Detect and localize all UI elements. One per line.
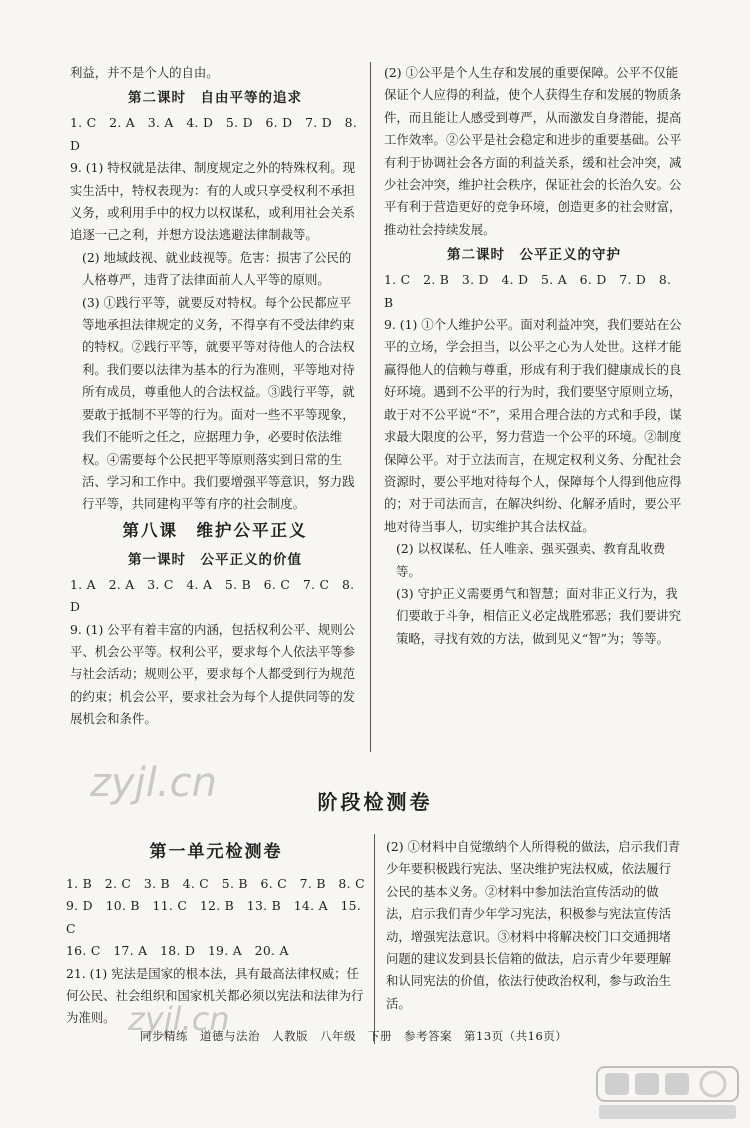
section-title: 阶段检测卷 bbox=[317, 790, 433, 814]
answer-paragraph: 9. (1) 特权就是法律、制度规定之外的特殊权利。现实生活中，特权表现为：有的人或只享受权利不承担义务，或利用手中的权力以权谋私，或利用社会关系追逐一己之利，并想方设法逃避法律制裁等。 bbox=[70, 160, 356, 243]
watermark-text: zyjl.cn bbox=[128, 1000, 230, 1038]
lesson-title: 第二课时 公平正义的守护 bbox=[447, 247, 621, 264]
right-column-top bbox=[384, 62, 684, 650]
answer-row: 1. C 2. B 3. D 4. D 5. A 6. D 7. D 8. B bbox=[384, 272, 672, 310]
answer-row: 1. A 2. A 3. C 4. A 5. B 6. C 7. C 8. D bbox=[70, 576, 355, 615]
chapter-title: 第八课 维护公平正义 bbox=[122, 520, 308, 540]
answer-row: 1. B 2. C 3. B 4. C 5. B 6. C 7. B 8. C bbox=[66, 876, 365, 891]
answer-paragraph: 21. (1) 宪法是国家的根本法，具有最高法律权威；任何公民、社会组织和国家机关都必须以宪法和法律为行为准则。 bbox=[66, 965, 364, 1026]
unit-title: 第一单元检测卷 bbox=[149, 842, 283, 862]
lesson-title: 第一课时 公平正义的价值 bbox=[128, 551, 302, 568]
answer-paragraph: (2) ①公平是个人生存和发展的重要保障。公平不仅能保证个人应得的利益，使个人获得生存和发展的物质条件，而且能让人感受到尊严，从而激发自身潜能，提高工作效率。②公平是社会稳定和进步的重要基础。公平有利于协调社会各方面的利益关系，缓和社会冲突，减少社会冲突，维护社会秩序，保证社会的长治久安。公平有利于营造更好的竞争环境，创造更多的社会财富，推动社会持续发展。 bbox=[384, 65, 682, 237]
page-footer: 同步精练 道德与法治 人教版 八年级 下册 参考答案 第13页（共16页） bbox=[140, 1029, 568, 1043]
column-divider-top bbox=[370, 62, 371, 752]
answer-row: 9. D 10. B 11. C 12. B 13. B 14. A 15. C bbox=[66, 898, 362, 936]
paragraph: 利益，并不是个人的自由。 bbox=[70, 65, 219, 80]
answer-paragraph: (3) 守护正义需要勇气和智慧；面对非正义行为，我们要敢于斗争，相信正义必定战胜邪恶；我们要讲究策略，寻找有效的方法，做到见义“智”为；等等。 bbox=[396, 585, 681, 646]
watermark-logo-icon bbox=[595, 1065, 740, 1121]
column-divider-bottom bbox=[374, 834, 375, 1044]
answer-paragraph: (3) ①践行平等，就要反对特权。每个公民都应平等地承担法律规定的义务，不得享有不受法律约束的特权。②践行平等，就要平等对待他人的合法权利。我们要以法律为基本的行为准则，平等地对待所有成员，尊重他人的合法权益。③践行平等，就要敢于抵制不平等的行为。面对一些不平等现象，我们不能听之任之，应据理力争，必要时依法维权。④需要每个公民把平等原则落实到日常的生活、学习和工作中。我们要增强平等意识，努力践行平等，共同建构平等有序的社会制度。 bbox=[82, 294, 355, 512]
answer-paragraph: 9. (1) ①个人维护公平。面对利益冲突，我们要站在公平的立场，学会担当，以公平之心为人处世。这样才能赢得他人的信赖与尊重，形成有利于我们健康成长的良好环境。遇到不公平的行为时，我们要坚守原则立场，敢于对不公平说“不”，采用合理合法的方式和手段，谋求最大限度的公平，努力营造一个公平的环境。②制度保障公平。对于立法而言，在规定权利义务、分配社会资源时，要公平地对待每个人，保障每个人得到他应得的；对于司法而言，在解决纠纷、化解矛盾时，要公平地对待当事人，切实维护其合法权益。 bbox=[384, 317, 682, 534]
lesson-title: 第二课时 自由平等的追求 bbox=[128, 90, 302, 107]
answer-paragraph: (2) 以权谋私、任人唯亲、强买强卖、教育乱收费等。 bbox=[396, 541, 666, 579]
answer-paragraph: 9. (1) 公平有着丰富的内涵，包括权利公平、规则公平、机会公平等。权利公平，要求每个人依法平等参与社会活动；规则公平，要求每个人都受到行为规范的约束；机会公平，要求社会为每个人提供同等的发展机会和条件。 bbox=[70, 621, 356, 727]
answer-row: 1. C 2. A 3. A 4. D 5. D 6. D 7. D 8. D bbox=[70, 115, 358, 153]
answer-paragraph: (2) 地域歧视、就业歧视等。危害：损害了公民的人格尊严，违背了法律面前人人平等的原则。 bbox=[82, 249, 352, 288]
watermark-text: zyjl.cn bbox=[90, 760, 217, 806]
left-column-top bbox=[70, 62, 360, 731]
answer-paragraph: (2) ①材料中自觉缴纳个人所得税的做法，启示我们青少年要积极践行宪法、坚决维护宪法权威，依法履行公民的基本义务。②材料中参加法治宣传活动的做法，启示我们青少年学习宪法，积极参与宪法宣传活动，增强宪法意识。③材料中将解决校门口交通拥堵问题的建议发到县长信箱的做法，启示青少年要理解和认同宪法的价值，依法行使政治权利，参与政治生活。 bbox=[386, 839, 681, 1011]
answer-row: 16. C 17. A 18. D 19. A 20. A bbox=[66, 943, 289, 959]
right-column-bottom bbox=[386, 836, 682, 1015]
